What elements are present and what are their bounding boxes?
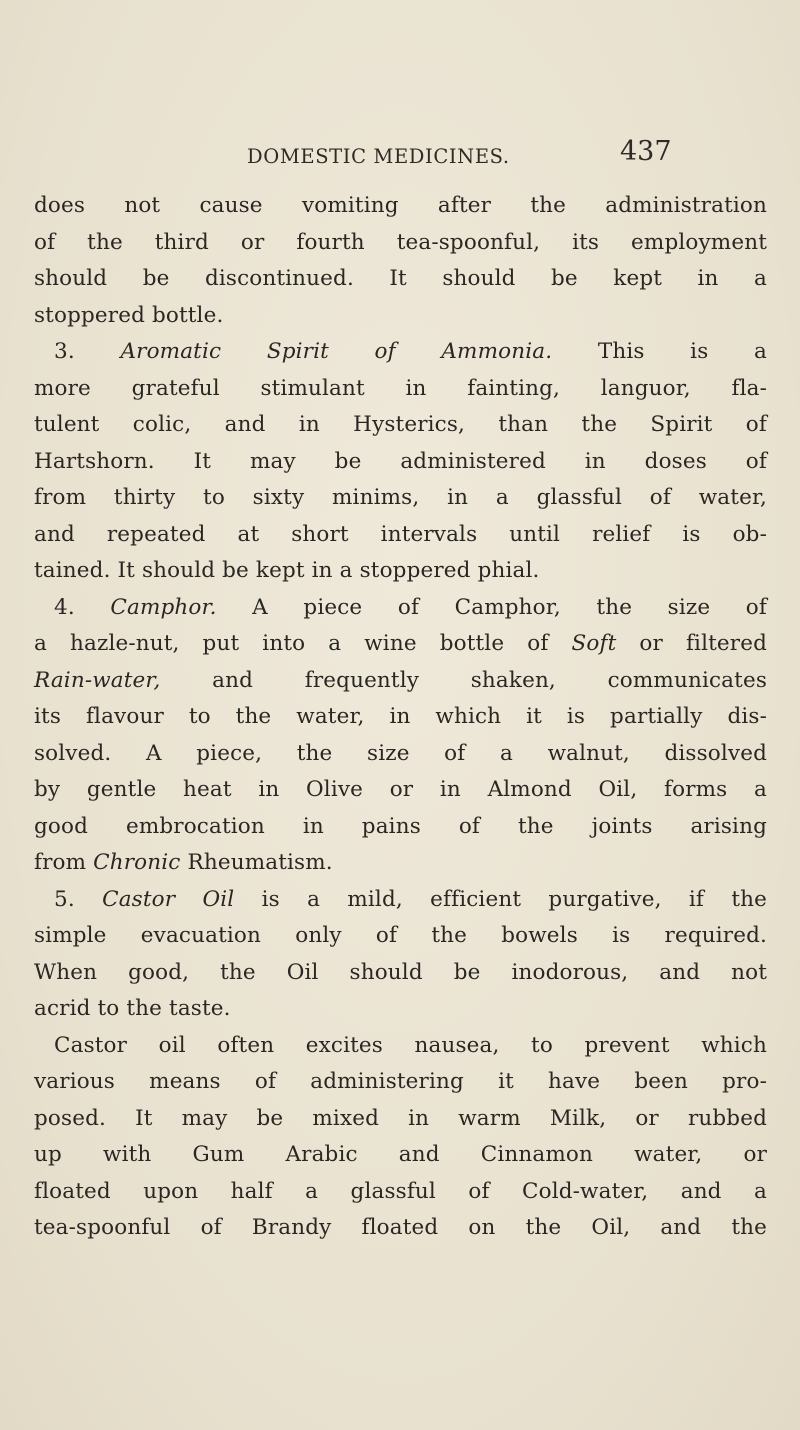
- text-line: its flavour to the water, in which it is partially dis-: [34, 704, 767, 729]
- text-line: good embrocation in pains of the joints arising: [34, 813, 767, 839]
- text-line: tulent colic, and in Hysterics, than the Spirit of: [34, 412, 767, 437]
- text-line: from Chronic Rheumatism.: [34, 850, 333, 875]
- text-line: Castor oil often excites nausea, to prevent which: [54, 1032, 767, 1058]
- text-line: simple evacuation only of the bowels is required.: [34, 923, 767, 948]
- text-line: When good, the Oil should be inodorous, and not: [34, 959, 767, 985]
- entry-heading: Aromatic Spirit of Ammonia.: [120, 339, 553, 364]
- text-line: more grateful stimulant in fainting, languor, fla-: [34, 375, 767, 401]
- text-line: stoppered bottle.: [34, 302, 224, 328]
- text-line: should be discontinued. It should be kept in a: [34, 266, 767, 291]
- entry-heading: Camphor.: [110, 594, 217, 620]
- text-line: up with Gum Arabic and Cinnamon water, or: [34, 1142, 767, 1167]
- text-line: acrid to the taste.: [34, 996, 231, 1021]
- text-line: solved. A piece, the size of a walnut, dissolved: [34, 740, 767, 766]
- text-line: Hartshorn. It may be administered in doses of: [34, 448, 767, 474]
- text-line: 3. Aromatic Spirit of Ammonia. This is a: [54, 339, 768, 364]
- text-line: a hazle-nut, put into a wine bottle of Soft or filtered: [34, 631, 767, 656]
- running-title: DOMESTIC MEDICINES.: [247, 145, 510, 168]
- text-line: from thirty to sixty minims, in a glassful of water,: [34, 485, 767, 510]
- entry-heading: Castor Oil: [102, 886, 235, 912]
- text-line: does not cause vomiting after the administration: [34, 193, 767, 218]
- text-line: posed. It may be mixed in warm Milk, or rubbed: [34, 1105, 767, 1131]
- text-line: 5. Castor Oil is a mild, efficient purgative, if the: [54, 886, 767, 912]
- text-line: tained. It should be kept in a stoppered phial.: [34, 558, 540, 583]
- page-header: [0, 128, 800, 178]
- text-line: by gentle heat in Olive or in Almond Oil, forms a: [34, 777, 767, 802]
- body-text: [34, 188, 767, 1247]
- text-line: various means of administering it have been pro-: [34, 1069, 767, 1094]
- text-line: 4. Camphor. A piece of Camphor, the size of: [54, 594, 767, 620]
- text-line: floated upon half a glassful of Cold-water, and a: [34, 1178, 767, 1204]
- page-number: 437: [620, 136, 672, 167]
- text-line: and repeated at short intervals until relief is ob-: [34, 521, 767, 547]
- text-line: tea-spoonful of Brandy floated on the Oil, and the: [34, 1215, 767, 1240]
- text-line: of the third or fourth tea-spoonful, its employment: [34, 229, 767, 255]
- text-line: Rain-water, and frequently shaken, communicates: [34, 667, 767, 693]
